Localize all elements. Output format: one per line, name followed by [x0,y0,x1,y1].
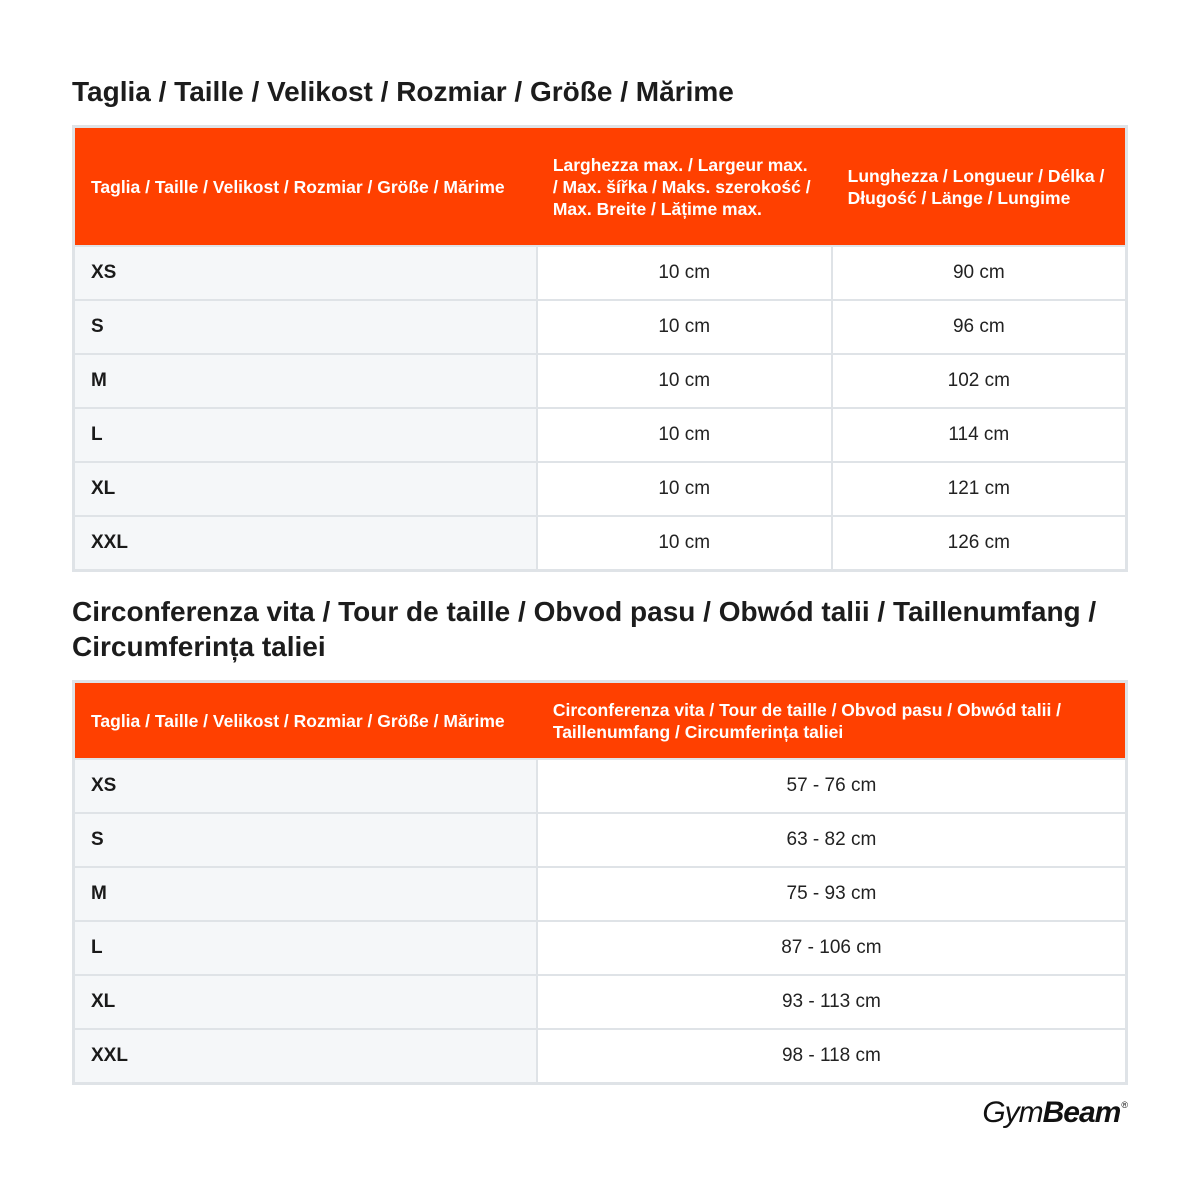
table-row [74,300,1127,354]
table-row [74,759,1127,813]
waist-cell: 57 - 76 cm [537,759,1127,813]
length-cell: 90 cm [832,246,1127,300]
waist-cell: 98 - 118 cm [537,1029,1127,1084]
size-cell: XXL [74,516,537,571]
header-waist: Circonferenza vita / Tour de taille / Obvod pasu / Obwód talii / Taillenumfang / Circumferința taliei [537,682,1127,760]
width-cell: 10 cm [537,300,832,354]
registered-mark: ® [1121,1100,1127,1110]
size-cell: XXL [74,1029,537,1084]
length-cell: 96 cm [832,300,1127,354]
width-cell: 10 cm [537,246,832,300]
width-cell: 10 cm [537,516,832,571]
header-size: Taglia / Taille / Velikost / Rozmiar / Größe / Mărime [74,682,537,760]
size-cell: L [74,408,537,462]
table-row [74,921,1127,975]
waist-cell: 75 - 93 cm [537,867,1127,921]
width-cell: 10 cm [537,408,832,462]
header-max-width: Larghezza max. / Largeur max. / Max. šířka / Maks. szerokość / Max. Breite / Lățime max. [537,127,832,247]
size-cell: L [74,921,537,975]
size-cell: M [74,867,537,921]
size-cell: XS [74,246,537,300]
section-title-waist: Circonferenza vita / Tour de taille / Obvod pasu / Obwód talii / Taillenumfang / Circumferința taliei [72,596,1097,662]
table-row [74,354,1127,408]
table-row [74,246,1127,300]
table-row [74,975,1127,1029]
size-cell: XL [74,462,537,516]
width-cell: 10 cm [537,462,832,516]
table-row [74,408,1127,462]
size-cell: S [74,813,537,867]
waist-cell: 63 - 82 cm [537,813,1127,867]
table-header-row [74,127,1127,247]
size-cell: M [74,354,537,408]
size-table-waist [72,680,1128,1085]
size-cell: XS [74,759,537,813]
size-table-dimensions [72,125,1128,572]
size-cell: S [74,300,537,354]
waist-cell: 93 - 113 cm [537,975,1127,1029]
waist-cell: 87 - 106 cm [537,921,1127,975]
gymbeam-logo [982,1096,1127,1130]
logo-beam: Beam [1042,1096,1121,1129]
size-cell: XL [74,975,537,1029]
length-cell: 121 cm [832,462,1127,516]
header-size: Taglia / Taille / Velikost / Rozmiar / Größe / Mărime [74,127,537,247]
length-cell: 126 cm [832,516,1127,571]
table-header-row [74,682,1127,760]
header-length: Lunghezza / Longueur / Délka / Długość / Länge / Lungime [832,127,1127,247]
table-row [74,1029,1127,1084]
width-cell: 10 cm [537,354,832,408]
table-row [74,516,1127,571]
table-row [74,813,1127,867]
length-cell: 114 cm [832,408,1127,462]
length-cell: 102 cm [832,354,1127,408]
section-title-size: Taglia / Taille / Velikost / Rozmiar / Größe / Mărime [72,76,734,107]
logo-gym: Gym [982,1096,1043,1129]
table-row [74,867,1127,921]
table-row [74,462,1127,516]
